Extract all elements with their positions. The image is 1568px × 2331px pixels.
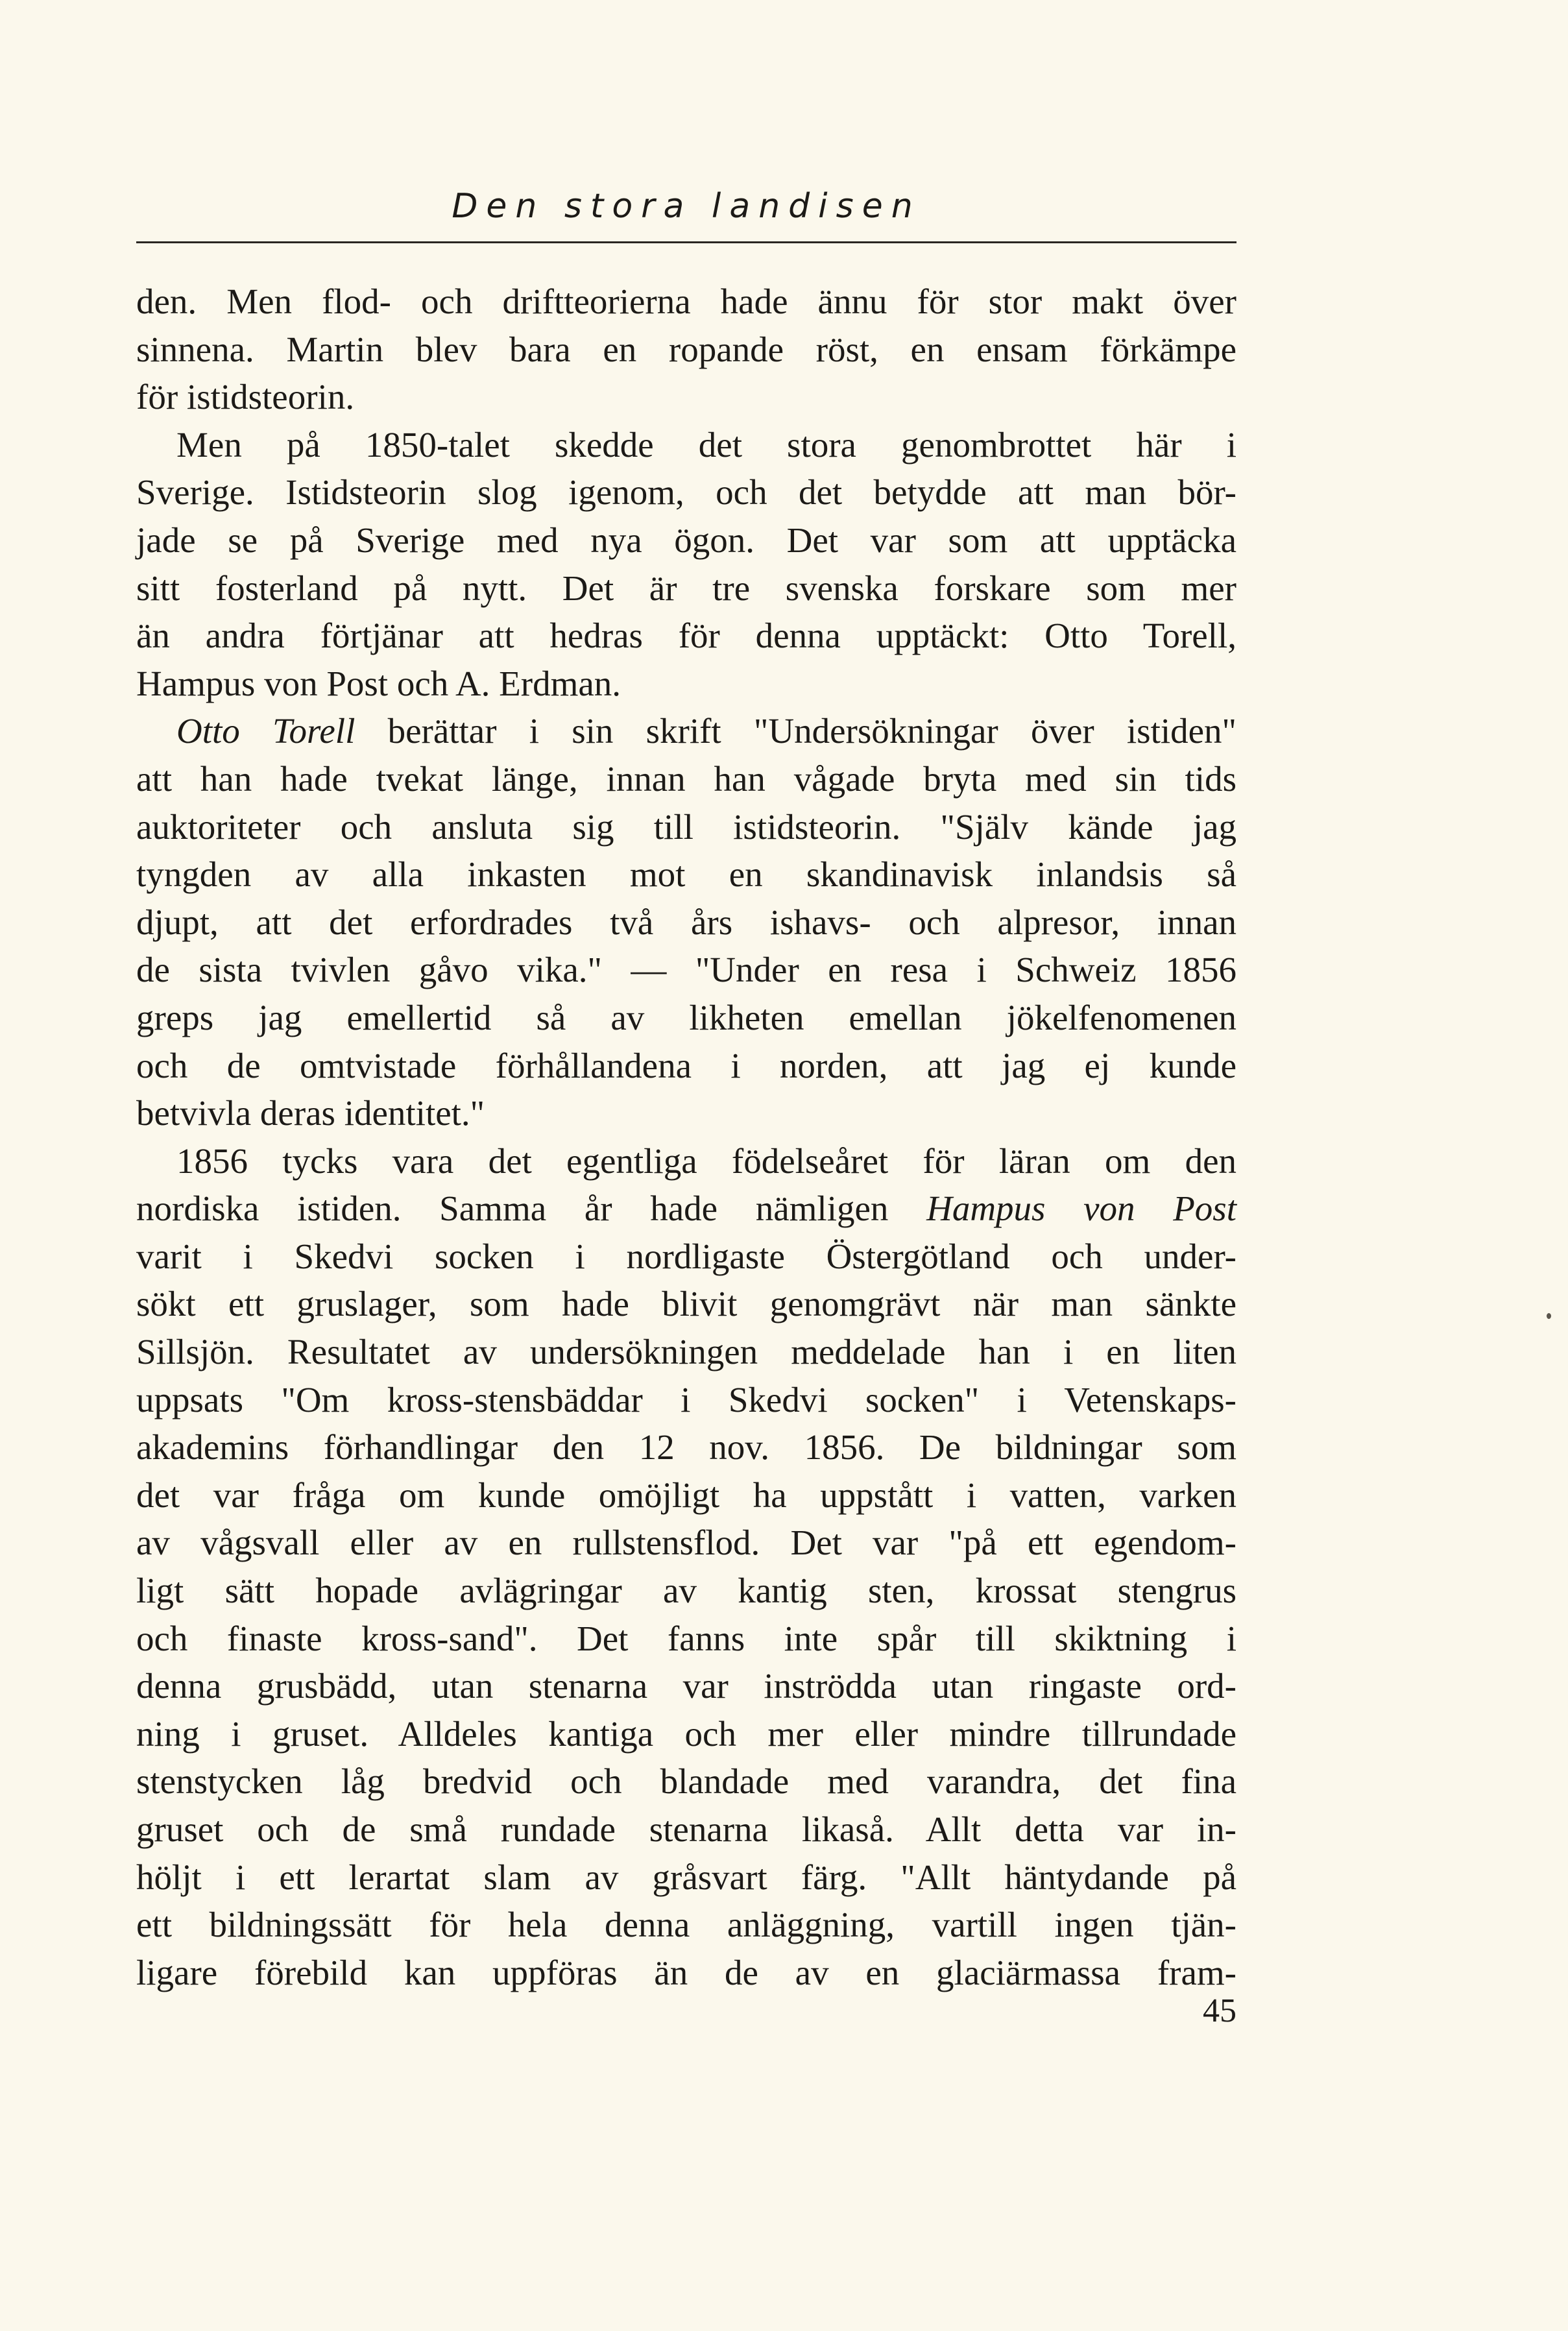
line-text: den. Men flod- och driftteorierna hade ännu för stor makt över <box>136 282 1236 321</box>
text-line <box>136 1567 1236 1615</box>
text-line <box>136 1854 1236 1902</box>
text-line <box>136 612 1236 660</box>
text-line <box>136 1423 1236 1471</box>
text-line <box>136 899 1236 947</box>
line-text: ligare förebild kan uppföras än de av en glaciärmassa fram- <box>136 1952 1236 1992</box>
text-line <box>136 1185 1236 1233</box>
italic-name: Otto Torell <box>176 711 356 751</box>
text-line <box>136 1233 1236 1281</box>
text-line <box>136 564 1236 612</box>
header-rule <box>136 241 1236 243</box>
text-line <box>136 1949 1236 1997</box>
line-text: 1856 tycks vara det egentliga födelseåret för läran om den <box>176 1141 1236 1181</box>
line-text: ligt sätt hopade avlägringar av kantig sten, krossat stengrus <box>136 1571 1236 1611</box>
text-line <box>136 707 1236 755</box>
text-line <box>136 1757 1236 1806</box>
line-text: Hampus von Post och A. Erdman. <box>136 663 621 703</box>
text-line <box>136 1376 1236 1424</box>
text-line <box>136 516 1236 564</box>
line-text: djupt, att det erfordrades två års ishavs- och alpresor, innan <box>136 902 1236 942</box>
line-text: sinnena. Martin blev bara en ropande röst, en ensam förkämpe <box>136 329 1236 369</box>
text-line <box>136 660 1236 708</box>
text-line <box>136 1519 1236 1567</box>
line-text: de sista tvivlen gåvo vika." — "Under en resa i Schweiz 1856 <box>136 950 1236 990</box>
line-text: sitt fosterland på nytt. Det är tre svenska forskare som mer <box>136 568 1236 608</box>
line-text: tyngden av alla inkasten mot en skandinavisk inlandsis så <box>136 854 1236 895</box>
line-text: Men på 1850-talet skedde det stora genombrottet här i <box>176 424 1236 465</box>
line-text: Sillsjön. Resultatet av undersökningen meddelade han i en liten <box>136 1332 1236 1372</box>
line-text: nordiska istiden. Samma år hade nämligen <box>136 1189 927 1229</box>
line-text: jade se på Sverige med nya ögon. Det var som att upptäcka <box>136 520 1236 560</box>
line-text: ett bildningssätt för hela denna anläggning, vartill ingen tjän- <box>136 1905 1236 1945</box>
line-text: varit i Skedvi socken i nordligaste Östergötland och under- <box>136 1236 1236 1276</box>
text-line <box>136 421 1236 469</box>
text-line <box>136 1615 1236 1663</box>
line-text: av vågsvall eller av en rullstensflod. Det var "på ett egendom- <box>136 1523 1236 1563</box>
body-text <box>136 278 1236 1996</box>
text-line <box>136 1137 1236 1185</box>
line-text: greps jag emellertid så av likheten emellan jökelfenomenen <box>136 997 1236 1037</box>
text-line <box>136 1280 1236 1328</box>
line-text: berättar i sin skrift "Undersökningar över istiden" <box>355 711 1236 751</box>
text-line <box>136 803 1236 851</box>
italic-name: Hampus von Post <box>926 1189 1236 1229</box>
text-line <box>136 1328 1236 1376</box>
line-text: höljt i ett lerartat slam av gråsvart färg. "Allt häntydande på <box>136 1857 1236 1897</box>
text-line <box>136 1471 1236 1519</box>
running-head: Den stora landisen <box>452 187 921 226</box>
text-line <box>136 468 1236 516</box>
line-text: det var fråga om kunde omöjligt ha uppstått i vatten, varken <box>136 1475 1236 1515</box>
text-line <box>136 1901 1236 1949</box>
line-text: betvivla deras identitet." <box>136 1093 485 1133</box>
line-text: uppsats "Om kross-stensbäddar i Skedvi socken" i Vetenskaps- <box>136 1379 1236 1419</box>
text-line <box>136 994 1236 1042</box>
text-line <box>136 851 1236 899</box>
text-line <box>136 278 1236 326</box>
text-line <box>136 946 1236 994</box>
text-line <box>136 326 1236 374</box>
line-text: akademins förhandlingar den 12 nov. 1856. De bildningar som <box>136 1427 1236 1467</box>
text-line <box>136 1662 1236 1710</box>
line-text: sökt ett gruslager, som hade blivit genomgrävt när man sänkte <box>136 1284 1236 1324</box>
line-text: gruset och de små rundade stenarna likaså. Allt detta var in- <box>136 1809 1236 1849</box>
line-text: denna grusbädd, utan stenarna var inströdda utan ringaste ord- <box>136 1666 1236 1706</box>
line-text: och de omtvistade förhållandena i norden, att jag ej kunde <box>136 1045 1236 1085</box>
line-text: och finaste kross-sand". Det fanns inte spår till skiktning i <box>136 1618 1236 1658</box>
line-text: stenstycken låg bredvid och blandade med varandra, det fina <box>136 1761 1236 1802</box>
line-text: än andra förtjänar att hedras för denna upptäckt: Otto Torell, <box>136 616 1236 656</box>
text-line <box>136 1042 1236 1090</box>
paper-speck <box>1547 1313 1551 1319</box>
text-line <box>136 755 1236 803</box>
line-text: för istidsteorin. <box>136 377 355 417</box>
line-text: att han hade tvekat länge, innan han vågade bryta med sin tids <box>136 758 1236 799</box>
line-text: auktoriteter och ansluta sig till istidsteorin. "Själv kände jag <box>136 806 1236 847</box>
text-line <box>136 1806 1236 1854</box>
text-line <box>136 373 1236 421</box>
page-number: 45 <box>1203 1992 1236 2029</box>
line-text: ning i gruset. Alldeles kantiga och mer eller mindre tillrundade <box>136 1713 1236 1754</box>
line-text: Sverige. Istidsteorin slog igenom, och det betydde att man bör- <box>136 472 1236 513</box>
text-line <box>136 1089 1236 1137</box>
text-line <box>136 1710 1236 1758</box>
